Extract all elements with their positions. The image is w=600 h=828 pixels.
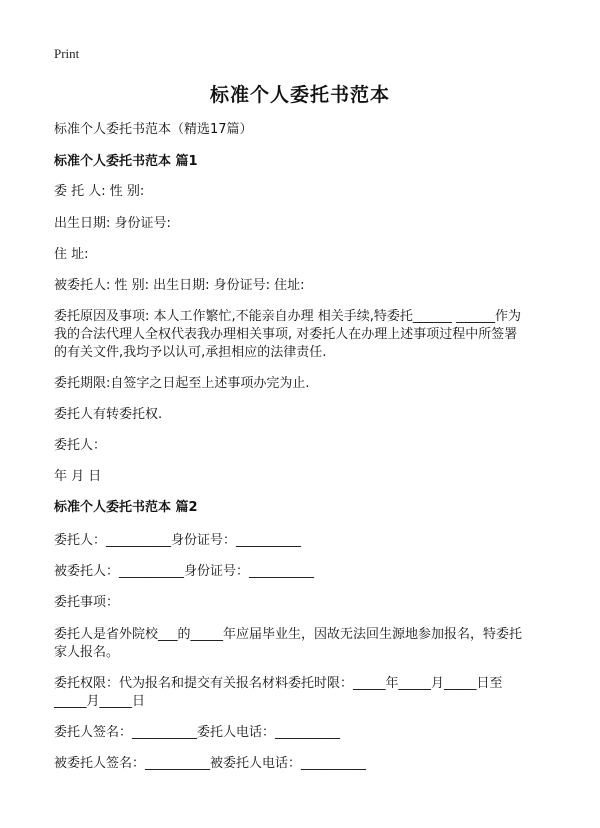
subdelegation-line: 委托人有转委托权. [54,407,163,422]
subtitle: 标准个人委托书范本（精选17篇） [54,122,253,137]
birthdate-id-line: 出生日期: 身份证号: [54,216,171,231]
reason-line-1: 委托原因及事项: 本人工作繁忙,不能亲自办理 相关手续,特委托______ ______作为 [54,309,522,324]
page-title: 标准个人委托书范本 [209,84,390,106]
section2-heading: 标准个人委托书范本 篇2 [54,500,198,515]
matters-line-2: 家人报名。 [54,645,120,660]
reason-line-2: 我的合法代理人全权代表我办理相关事项, 对委托人在办理上述事项过程中所签署 [54,327,518,342]
principal-sign-line: 委托人： [54,438,107,453]
term-line: 委托期限:自签字之日起至上述事项办完为止. [54,376,310,391]
matters-line-1: 委托人是省外院校___的_____年应届毕业生，因故无法回生源地参加报名，特委托 [54,627,523,642]
agent-id-line: 被委托人：__________身份证号：__________ [54,564,315,579]
agent-signature-line: 被委托人签名：__________被委托人电话：__________ [54,756,367,771]
matters-label: 委托事项： [54,595,120,610]
section1-heading: 标准个人委托书范本 篇1 [54,154,198,169]
print-link[interactable]: Print [54,46,80,61]
agent-info-line: 被委托人: 性 别: 出生日期: 身份证号: 住址: [54,278,305,293]
principal-gender-line: 委 托 人: 性 别: [54,184,145,199]
reason-line-3: 的有关文件,我均予以认可,承担相应的法律责任. [54,345,327,360]
authority-line-1: 委托权限：代为报名和提交有关报名材料委托时限：_____年_____月_____日至 [54,676,503,691]
authority-line-2: _____月_____日 [54,694,146,709]
address-line: 住 址: [54,247,89,262]
date-line: 年 月 日 [54,469,102,484]
principal-signature-line: 委托人签名：__________委托人电话：__________ [54,725,341,740]
principal-id-line: 委托人：__________身份证号：__________ [54,533,302,548]
